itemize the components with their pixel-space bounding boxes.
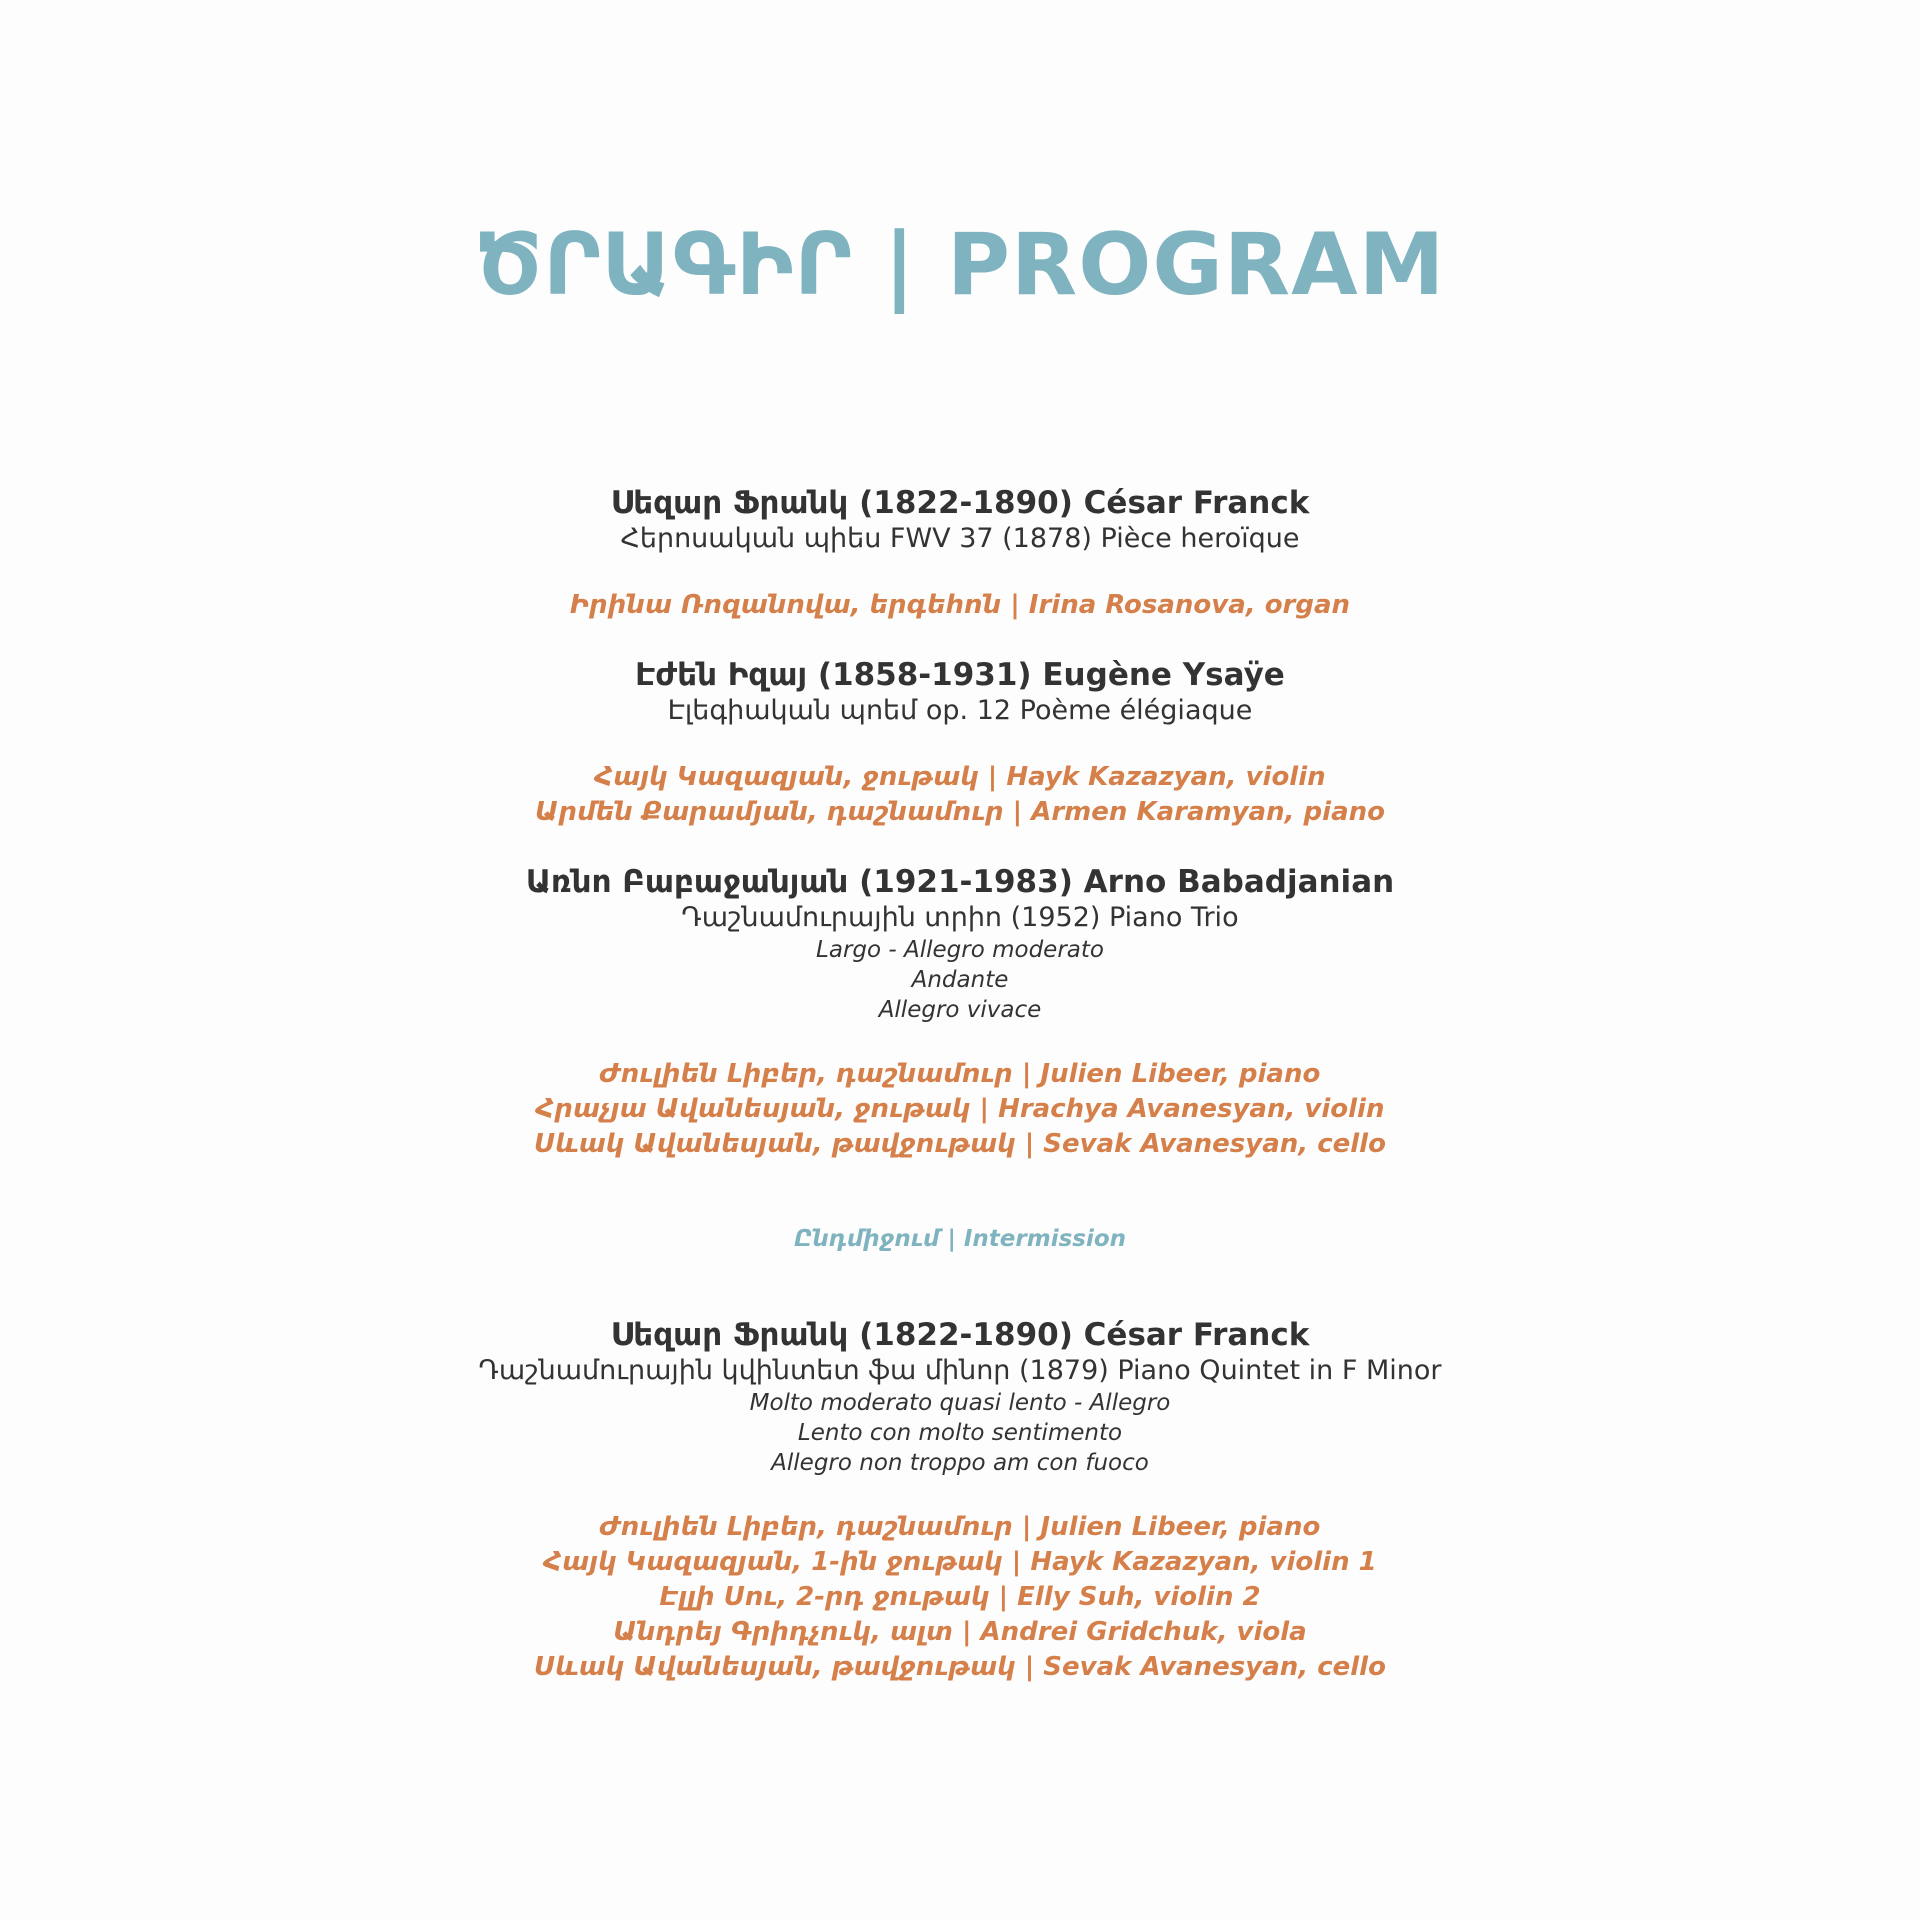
performer: Սևակ Ավանեսյան, թավջութակ | Sevak Avanesyan, cello (534, 1129, 1386, 1159)
work-title: Դաշնամուրային կվինտետ ֆա մինոր (1879) Piano Quintet in F Minor (478, 1355, 1442, 1386)
performer: Սևակ Ավանեսյան, թավջութակ | Sevak Avanesyan, cello (534, 1652, 1386, 1682)
performer: Ժուլիեն Լիբեր, դաշնամուր | Julien Libeer, piano (599, 1059, 1321, 1089)
movement: Allegro non troppo am con fuoco (771, 1450, 1149, 1476)
performers (0, 1057, 1920, 1162)
work-title: Դաշնամուրային տրիո (1952) Piano Trio (681, 902, 1239, 933)
movement: Lento con molto sentimento (797, 1420, 1123, 1446)
composer: Էժեն Իզայ (1858-1931) Eugène Ysaÿe (635, 657, 1285, 693)
program-item-ysaye (0, 656, 1920, 830)
program-item-babadjanian (0, 863, 1920, 1162)
performer: Հայկ Կազազյան, ջութակ | Hayk Kazazyan, violin (594, 762, 1326, 792)
performers (0, 760, 1920, 830)
performer: Անդրեյ Գրիդչուկ, ալտ | Andrei Gridchuk, viola (613, 1617, 1307, 1647)
composer: Առնո Բաբաջանյան (1921-1983) Arno Babadjanian (525, 864, 1395, 900)
movement: Andante (911, 967, 1009, 993)
performer: Ժուլիեն Լիբեր, դաշնամուր | Julien Libeer, piano (599, 1512, 1321, 1542)
movement: Allegro vivace (878, 997, 1042, 1023)
program-item-franck-quintet (0, 1316, 1920, 1685)
performers (0, 1510, 1920, 1685)
composer: Սեզար Ֆրանկ (1822-1890) César Franck (610, 485, 1310, 521)
performer: Էլլի Սու, 2-րդ ջութակ | Elly Suh, violin 2 (659, 1582, 1261, 1612)
page-title: ԾՐԱԳԻՐ | PROGRAM (474, 215, 1446, 315)
performer: Հրաչյա Ավանեսյան, ջութակ | Hrachya Avanesyan, violin (535, 1094, 1385, 1124)
movement: Largo - Allegro moderato (816, 937, 1104, 963)
composer: Սեզար Ֆրանկ (1822-1890) César Franck (610, 1317, 1310, 1353)
movement: Molto moderato quasi lento - Allegro (749, 1390, 1171, 1416)
performer: Արմեն Քարամյան, դաշնամուր | Armen Karamyan, piano (535, 797, 1385, 827)
performer: Իրինա Ռոզանովա, երգեհոն | Irina Rosanova, organ (569, 590, 1351, 620)
work-title: Հերոսական պիես FWV 37 (1878) Pièce heroïque (620, 523, 1300, 554)
intermission-label: Ընդմիջում | Intermission (793, 1226, 1127, 1252)
program-content (0, 484, 1920, 1685)
performer: Հայկ Կազազյան, 1-ին ջութակ | Hayk Kazazyan, violin 1 (543, 1547, 1377, 1577)
performers (0, 588, 1920, 623)
program-item-franck-heroique (0, 484, 1920, 623)
work-title: Էլեգիական պոեմ op. 12 Poème élégiaque (667, 695, 1253, 726)
